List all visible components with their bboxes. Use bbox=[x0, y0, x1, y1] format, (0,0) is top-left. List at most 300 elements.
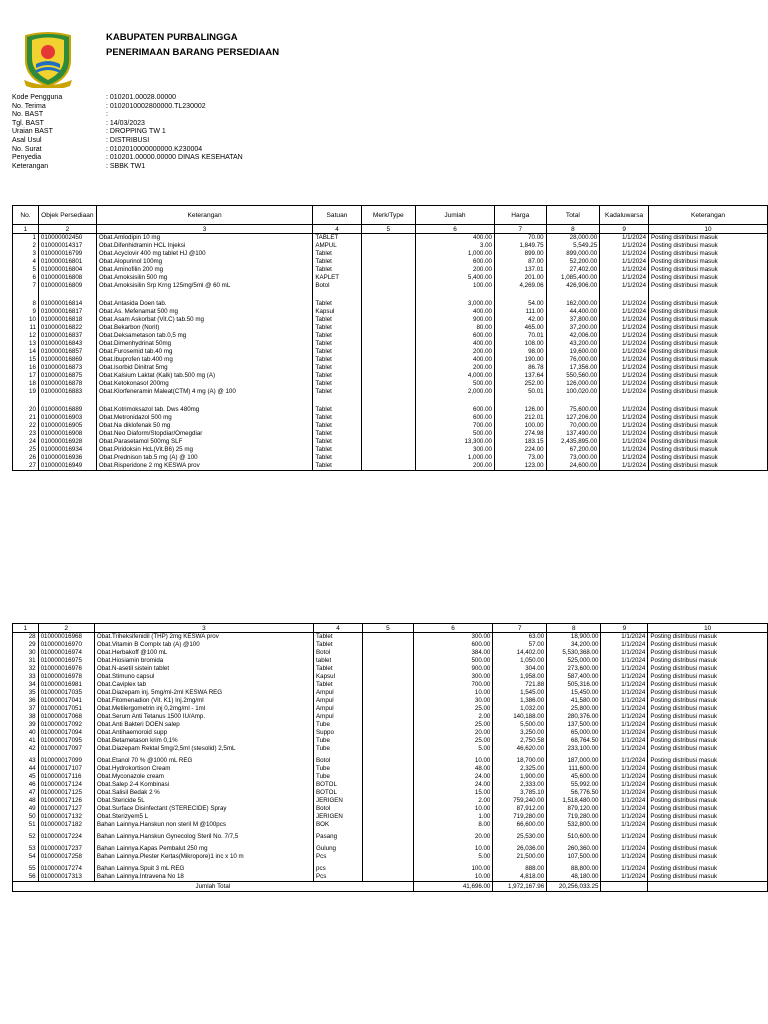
row-expiry: 1/1/2024 bbox=[600, 242, 649, 250]
row-description: Obat.Ibuprofen tab.400 mg bbox=[96, 356, 313, 364]
row-note: Posting distribusi masuk bbox=[648, 665, 768, 673]
table-row bbox=[13, 797, 768, 805]
row-expiry: 1/1/2024 bbox=[600, 388, 649, 400]
row-brand bbox=[363, 713, 414, 721]
row-brand bbox=[361, 258, 415, 266]
row-note: Posting distribusi masuk bbox=[648, 641, 768, 649]
row-qty: 600.00 bbox=[415, 406, 494, 414]
row-total: 100,020.00 bbox=[546, 388, 600, 400]
row-no: 22 bbox=[13, 422, 39, 430]
total-qty: 41,696.00 bbox=[413, 882, 493, 892]
row-description: Obat.Triheksifenidil (THP) 2mg KESWA prov bbox=[94, 633, 313, 642]
row-description: Bahan Lainnya.Kapas Pembalut 250 mg bbox=[94, 845, 313, 853]
row-note: Posting distribusi masuk bbox=[649, 266, 768, 274]
row-expiry: 1/1/2024 bbox=[600, 300, 649, 308]
row-brand bbox=[363, 805, 414, 813]
row-description: Obat.Deksametason tab.0,5 mg bbox=[96, 332, 313, 340]
row-description: Obat.Serum Anti Tetanus 1500 IU/Amp. bbox=[94, 713, 313, 721]
row-total: 43,200.00 bbox=[546, 340, 600, 348]
column-number: 3 bbox=[96, 225, 313, 234]
table-row bbox=[13, 266, 768, 274]
column-number: 2 bbox=[38, 624, 94, 633]
row-no: 38 bbox=[13, 713, 39, 721]
row-brand bbox=[361, 274, 415, 282]
row-note: Posting distribusi masuk bbox=[649, 372, 768, 380]
row-expiry: 1/1/2024 bbox=[601, 845, 648, 853]
row-qty: 10.00 bbox=[413, 873, 493, 882]
row-description: Bahan Lainnya.Spuit 3 mL REG bbox=[94, 865, 313, 873]
row-unit: Tablet bbox=[313, 446, 361, 454]
row-brand bbox=[361, 308, 415, 316]
row-description: Obat.Piridoksin HcL(Vit.B6) 25 mg bbox=[96, 446, 313, 454]
row-qty: 13,300.00 bbox=[415, 438, 494, 446]
row-total: 5,549.25 bbox=[546, 242, 600, 250]
row-description: Obat.As. Mefenamat 500 mg bbox=[96, 308, 313, 316]
table-row bbox=[13, 873, 768, 882]
table-row bbox=[13, 316, 768, 324]
table-row bbox=[13, 633, 768, 642]
row-price: 1,545.00 bbox=[493, 689, 547, 697]
table-row bbox=[13, 865, 768, 873]
row-no: 4 bbox=[13, 258, 39, 266]
items-table-page2 bbox=[12, 623, 768, 892]
row-note: Posting distribusi masuk bbox=[649, 454, 768, 462]
row-total: 75,600.00 bbox=[546, 406, 600, 414]
row-code: 010000017258 bbox=[38, 853, 94, 865]
row-total: 76,000.00 bbox=[546, 356, 600, 364]
row-no: 50 bbox=[13, 813, 39, 821]
row-price: 26,036.00 bbox=[493, 845, 547, 853]
row-note: Posting distribusi masuk bbox=[649, 438, 768, 446]
column-number: 5 bbox=[361, 225, 415, 234]
row-expiry: 1/1/2024 bbox=[601, 721, 648, 729]
meta-value: : DROPPING TW 1 bbox=[106, 128, 166, 136]
row-no: 28 bbox=[13, 633, 39, 642]
row-price: 87.00 bbox=[494, 258, 546, 266]
row-price: 183.15 bbox=[494, 438, 546, 446]
row-code: 010000017051 bbox=[38, 705, 94, 713]
row-unit: Ampul bbox=[314, 705, 363, 713]
row-code: 010000017097 bbox=[38, 745, 94, 757]
row-note: Posting distribusi masuk bbox=[648, 745, 768, 757]
row-expiry: 1/1/2024 bbox=[601, 673, 648, 681]
table-row bbox=[13, 737, 768, 745]
row-code: 010000016873 bbox=[38, 364, 96, 372]
row-qty: 100.00 bbox=[413, 865, 493, 873]
row-unit: Tablet bbox=[314, 633, 363, 642]
row-qty: 300.00 bbox=[413, 633, 493, 642]
row-total: 41,580.00 bbox=[547, 697, 601, 705]
row-price: 14,402.00 bbox=[493, 649, 547, 657]
row-total: 510,600.00 bbox=[547, 833, 601, 845]
row-expiry: 1/1/2024 bbox=[600, 332, 649, 340]
row-expiry: 1/1/2024 bbox=[600, 414, 649, 422]
row-no: 46 bbox=[13, 781, 39, 789]
row-total: 88,800.00 bbox=[547, 865, 601, 873]
row-code: 010000016883 bbox=[38, 388, 96, 400]
table-row bbox=[13, 414, 768, 422]
table-row bbox=[13, 332, 768, 340]
meta-row bbox=[12, 94, 243, 103]
row-description: Obat.Klorfeneramin Maleat(CTM) 4 mg (A) @ 100 bbox=[96, 388, 313, 400]
row-note: Posting distribusi masuk bbox=[648, 729, 768, 737]
row-note: Posting distribusi masuk bbox=[648, 813, 768, 821]
row-price: 1,032.00 bbox=[493, 705, 547, 713]
row-unit: Tablet bbox=[313, 332, 361, 340]
row-qty: 1,000.00 bbox=[415, 454, 494, 462]
row-unit: Tablet bbox=[313, 364, 361, 372]
row-code: 010000016981 bbox=[38, 681, 94, 689]
total-row bbox=[13, 882, 768, 892]
row-no: 43 bbox=[13, 757, 39, 765]
row-price: 3,785.10 bbox=[493, 789, 547, 797]
row-code: 010000014317 bbox=[38, 242, 96, 250]
row-note: Posting distribusi masuk bbox=[648, 781, 768, 789]
row-price: 252.00 bbox=[494, 380, 546, 388]
row-note: Posting distribusi masuk bbox=[649, 242, 768, 250]
column-number: 10 bbox=[648, 624, 768, 633]
row-unit: Tablet bbox=[313, 316, 361, 324]
row-description: Obat.Dimenhydrinat 50mg bbox=[96, 340, 313, 348]
table-row bbox=[13, 673, 768, 681]
document-header bbox=[106, 30, 279, 60]
row-qty: 24.00 bbox=[413, 781, 493, 789]
row-note: Posting distribusi masuk bbox=[648, 757, 768, 765]
row-no: 31 bbox=[13, 657, 39, 665]
row-total: 52,200.00 bbox=[546, 258, 600, 266]
row-qty: 600.00 bbox=[415, 332, 494, 340]
row-unit: Gulung bbox=[314, 845, 363, 853]
row-description: Obat.Alopurinol 100mg bbox=[96, 258, 313, 266]
total-blank bbox=[601, 882, 648, 892]
row-expiry: 1/1/2024 bbox=[601, 705, 648, 713]
row-unit: Tablet bbox=[313, 300, 361, 308]
row-expiry: 1/1/2024 bbox=[601, 813, 648, 821]
row-qty: 300.00 bbox=[413, 673, 493, 681]
row-total: 525,000.00 bbox=[547, 657, 601, 665]
row-qty: 700.00 bbox=[413, 681, 493, 689]
row-no: 11 bbox=[13, 324, 39, 332]
row-unit: Kapsul bbox=[314, 673, 363, 681]
column-number: 7 bbox=[494, 225, 546, 234]
table-row bbox=[13, 649, 768, 657]
row-qty: 200.00 bbox=[415, 364, 494, 372]
row-description: Obat.Metilergometrin inj 0,2mg/ml - 1ml bbox=[94, 705, 313, 713]
row-unit: Tablet bbox=[313, 324, 361, 332]
row-note: Posting distribusi masuk bbox=[648, 765, 768, 773]
row-qty: 15.00 bbox=[413, 789, 493, 797]
table-row bbox=[13, 308, 768, 316]
row-price: 212.01 bbox=[494, 414, 546, 422]
row-unit: Tube bbox=[314, 737, 363, 745]
row-qty: 500.00 bbox=[413, 657, 493, 665]
row-no: 7 bbox=[13, 282, 39, 294]
table-row bbox=[13, 821, 768, 833]
row-unit: Botol bbox=[314, 757, 363, 765]
row-no: 26 bbox=[13, 454, 39, 462]
row-unit: Botol bbox=[314, 649, 363, 657]
row-total: 25,800.00 bbox=[547, 705, 601, 713]
row-unit: BOTOL bbox=[314, 789, 363, 797]
row-brand bbox=[363, 737, 414, 745]
meta-key: Keterangan bbox=[12, 162, 49, 170]
row-expiry: 1/1/2024 bbox=[600, 266, 649, 274]
row-description: Obat.Betametason krim 0,1% bbox=[94, 737, 313, 745]
row-description: Bahan Lainnya.Hanskun non steril M @100pcs bbox=[94, 821, 313, 833]
row-total: 28,000.00 bbox=[546, 234, 600, 243]
table-row bbox=[13, 300, 768, 308]
row-expiry: 1/1/2024 bbox=[600, 356, 649, 364]
row-no: 54 bbox=[13, 853, 39, 865]
row-brand bbox=[363, 853, 414, 865]
row-code: 010000016804 bbox=[38, 266, 96, 274]
row-expiry: 1/1/2024 bbox=[600, 250, 649, 258]
table-row bbox=[13, 446, 768, 454]
row-no: 53 bbox=[13, 845, 39, 853]
row-total: 2,435,895.00 bbox=[546, 438, 600, 446]
row-total: 879,120.00 bbox=[547, 805, 601, 813]
row-price: 2,333.00 bbox=[493, 781, 547, 789]
row-no: 18 bbox=[13, 380, 39, 388]
table-row bbox=[13, 234, 768, 243]
row-note: Posting distribusi masuk bbox=[649, 274, 768, 282]
row-note: Posting distribusi masuk bbox=[648, 845, 768, 853]
row-expiry: 1/1/2024 bbox=[600, 258, 649, 266]
row-total: 587,400.00 bbox=[547, 673, 601, 681]
row-qty: 900.00 bbox=[415, 316, 494, 324]
row-no: 49 bbox=[13, 805, 39, 813]
row-unit: Tablet bbox=[314, 681, 363, 689]
row-total: 280,376.00 bbox=[547, 713, 601, 721]
row-brand bbox=[363, 641, 414, 649]
row-qty: 3,000.00 bbox=[415, 300, 494, 308]
row-expiry: 1/1/2024 bbox=[600, 364, 649, 372]
row-qty: 300.00 bbox=[415, 446, 494, 454]
row-note: Posting distribusi masuk bbox=[648, 705, 768, 713]
row-note: Posting distribusi masuk bbox=[649, 340, 768, 348]
row-price: 73.00 bbox=[494, 454, 546, 462]
row-total: 532,800.00 bbox=[547, 821, 601, 833]
row-expiry: 1/1/2024 bbox=[601, 797, 648, 805]
row-unit: Tablet bbox=[314, 641, 363, 649]
row-expiry: 1/1/2024 bbox=[601, 649, 648, 657]
row-description: Obat.Hiosiamin bromida bbox=[94, 657, 313, 665]
row-note: Posting distribusi masuk bbox=[649, 414, 768, 422]
row-brand bbox=[363, 705, 414, 713]
row-description: Obat.Sterizyem5 L bbox=[94, 813, 313, 821]
row-unit: Botol bbox=[314, 805, 363, 813]
row-no: 34 bbox=[13, 681, 39, 689]
row-note: Posting distribusi masuk bbox=[649, 234, 768, 243]
row-brand bbox=[363, 665, 414, 673]
row-no: 10 bbox=[13, 316, 39, 324]
row-code: 010000016878 bbox=[38, 380, 96, 388]
row-expiry: 1/1/2024 bbox=[601, 821, 648, 833]
row-total: 27,402.00 bbox=[546, 266, 600, 274]
row-brand bbox=[361, 454, 415, 462]
row-brand bbox=[363, 689, 414, 697]
column-number: 6 bbox=[413, 624, 493, 633]
row-expiry: 1/1/2024 bbox=[600, 406, 649, 414]
row-unit: Tube bbox=[314, 773, 363, 781]
table-row bbox=[13, 454, 768, 462]
column-number: 4 bbox=[314, 624, 363, 633]
row-no: 17 bbox=[13, 372, 39, 380]
row-note: Posting distribusi masuk bbox=[649, 380, 768, 388]
row-no: 56 bbox=[13, 873, 39, 882]
row-description: Obat.Parasetamol 500mg SLF bbox=[96, 438, 313, 446]
row-brand bbox=[363, 813, 414, 821]
row-unit: Tube bbox=[314, 765, 363, 773]
row-unit: Tablet bbox=[313, 438, 361, 446]
table-row bbox=[13, 250, 768, 258]
row-code: 010000016875 bbox=[38, 372, 96, 380]
column-number: 6 bbox=[415, 225, 494, 234]
table-row bbox=[13, 745, 768, 757]
row-unit: Pcs bbox=[314, 873, 363, 882]
row-expiry: 1/1/2024 bbox=[600, 282, 649, 294]
row-price: 719,280.00 bbox=[493, 813, 547, 821]
row-no: 41 bbox=[13, 737, 39, 745]
row-price: 1,849.75 bbox=[494, 242, 546, 250]
table-row bbox=[13, 274, 768, 282]
row-note: Posting distribusi masuk bbox=[648, 797, 768, 805]
row-expiry: 1/1/2024 bbox=[600, 380, 649, 388]
column-header: Merk/Type bbox=[361, 206, 415, 225]
table-row bbox=[13, 406, 768, 414]
row-brand bbox=[363, 789, 414, 797]
row-qty: 500.00 bbox=[415, 430, 494, 438]
row-no: 20 bbox=[13, 406, 39, 414]
row-qty: 24.00 bbox=[413, 773, 493, 781]
kabupaten-logo bbox=[22, 30, 74, 88]
row-no: 47 bbox=[13, 789, 39, 797]
row-no: 23 bbox=[13, 430, 39, 438]
row-qty: 5.00 bbox=[413, 745, 493, 757]
row-price: 899.00 bbox=[494, 250, 546, 258]
row-note: Posting distribusi masuk bbox=[648, 673, 768, 681]
row-brand bbox=[363, 865, 414, 873]
row-unit: Tablet bbox=[313, 380, 361, 388]
table-row bbox=[13, 665, 768, 673]
row-qty: 20.00 bbox=[413, 729, 493, 737]
row-note: Posting distribusi masuk bbox=[649, 364, 768, 372]
row-brand bbox=[363, 781, 414, 789]
row-unit: Tablet bbox=[313, 372, 361, 380]
row-unit: Tube bbox=[314, 721, 363, 729]
row-total: 426,906.00 bbox=[546, 282, 600, 294]
row-description: Obat.Anti Bakteri DOEN salep bbox=[94, 721, 313, 729]
row-total: 70,000.00 bbox=[546, 422, 600, 430]
row-no: 29 bbox=[13, 641, 39, 649]
row-unit: pcs bbox=[314, 865, 363, 873]
row-note: Posting distribusi masuk bbox=[649, 250, 768, 258]
row-no: 45 bbox=[13, 773, 39, 781]
row-note: Posting distribusi masuk bbox=[648, 721, 768, 729]
row-no: 42 bbox=[13, 745, 39, 757]
row-qty: 1,000.00 bbox=[415, 250, 494, 258]
row-note: Posting distribusi masuk bbox=[649, 446, 768, 454]
row-code: 010000017116 bbox=[38, 773, 94, 781]
row-qty: 200.00 bbox=[415, 348, 494, 356]
row-note: Posting distribusi masuk bbox=[649, 356, 768, 364]
column-number: 5 bbox=[363, 624, 414, 633]
row-note: Posting distribusi masuk bbox=[648, 689, 768, 697]
row-code: 010000017132 bbox=[38, 813, 94, 821]
row-brand bbox=[363, 797, 414, 805]
meta-key: Kode Pengguna bbox=[12, 94, 63, 101]
row-description: Obat.Etanol 70 % @1000 mL REG bbox=[94, 757, 313, 765]
row-unit: Pcs bbox=[314, 853, 363, 865]
row-qty: 400.00 bbox=[415, 356, 494, 364]
row-brand bbox=[361, 430, 415, 438]
row-expiry: 1/1/2024 bbox=[600, 234, 649, 243]
row-brand bbox=[361, 406, 415, 414]
row-unit: Tablet bbox=[313, 250, 361, 258]
row-code: 010000017124 bbox=[38, 781, 94, 789]
row-price: 100.00 bbox=[494, 422, 546, 430]
row-qty: 2,000.00 bbox=[415, 388, 494, 400]
row-expiry: 1/1/2024 bbox=[600, 430, 649, 438]
row-brand bbox=[363, 649, 414, 657]
document-title: PENERIMAAN BARANG PERSEDIAAN bbox=[106, 47, 280, 58]
row-total: 5,530,368.00 bbox=[547, 649, 601, 657]
row-qty: 500.00 bbox=[415, 380, 494, 388]
table-row bbox=[13, 757, 768, 765]
row-price: 46,620.00 bbox=[493, 745, 547, 757]
row-note: Posting distribusi masuk bbox=[649, 406, 768, 414]
table-row bbox=[13, 356, 768, 364]
row-brand bbox=[363, 633, 414, 642]
row-description: Obat.Surface Disinfectant (STERECIDE) Spray bbox=[94, 805, 313, 813]
meta-value: : DISTRIBUSI bbox=[106, 136, 150, 144]
row-price: 1,900.00 bbox=[493, 773, 547, 781]
table-row bbox=[13, 713, 768, 721]
row-expiry: 1/1/2024 bbox=[601, 681, 648, 689]
row-brand bbox=[363, 833, 414, 845]
row-expiry: 1/1/2024 bbox=[601, 729, 648, 737]
row-code: 010000016975 bbox=[38, 657, 94, 665]
row-note: Posting distribusi masuk bbox=[649, 348, 768, 356]
row-price: 1,386.00 bbox=[493, 697, 547, 705]
table-row bbox=[13, 462, 768, 471]
table-row bbox=[13, 438, 768, 446]
table-row bbox=[13, 773, 768, 781]
table-row bbox=[13, 242, 768, 250]
row-qty: 10.00 bbox=[413, 757, 493, 765]
row-brand bbox=[363, 757, 414, 765]
meta-row bbox=[12, 111, 243, 120]
column-number: 10 bbox=[649, 225, 768, 234]
column-header: Keterangan bbox=[649, 206, 768, 225]
row-brand bbox=[361, 300, 415, 308]
row-unit: Botol bbox=[313, 282, 361, 294]
row-no: 13 bbox=[13, 340, 39, 348]
row-description: Obat.Herbakoff @100 mL bbox=[94, 649, 313, 657]
row-note: Posting distribusi masuk bbox=[648, 873, 768, 882]
row-note: Posting distribusi masuk bbox=[648, 865, 768, 873]
row-unit: Kapsul bbox=[313, 308, 361, 316]
row-unit: TABLET bbox=[313, 234, 361, 243]
row-code: 010000016976 bbox=[38, 665, 94, 673]
table-row bbox=[13, 388, 768, 400]
row-code: 010000017092 bbox=[38, 721, 94, 729]
row-expiry: 1/1/2024 bbox=[600, 372, 649, 380]
row-note: Posting distribusi masuk bbox=[648, 697, 768, 705]
row-note: Posting distribusi masuk bbox=[648, 737, 768, 745]
row-no: 48 bbox=[13, 797, 39, 805]
row-qty: 400.00 bbox=[415, 308, 494, 316]
